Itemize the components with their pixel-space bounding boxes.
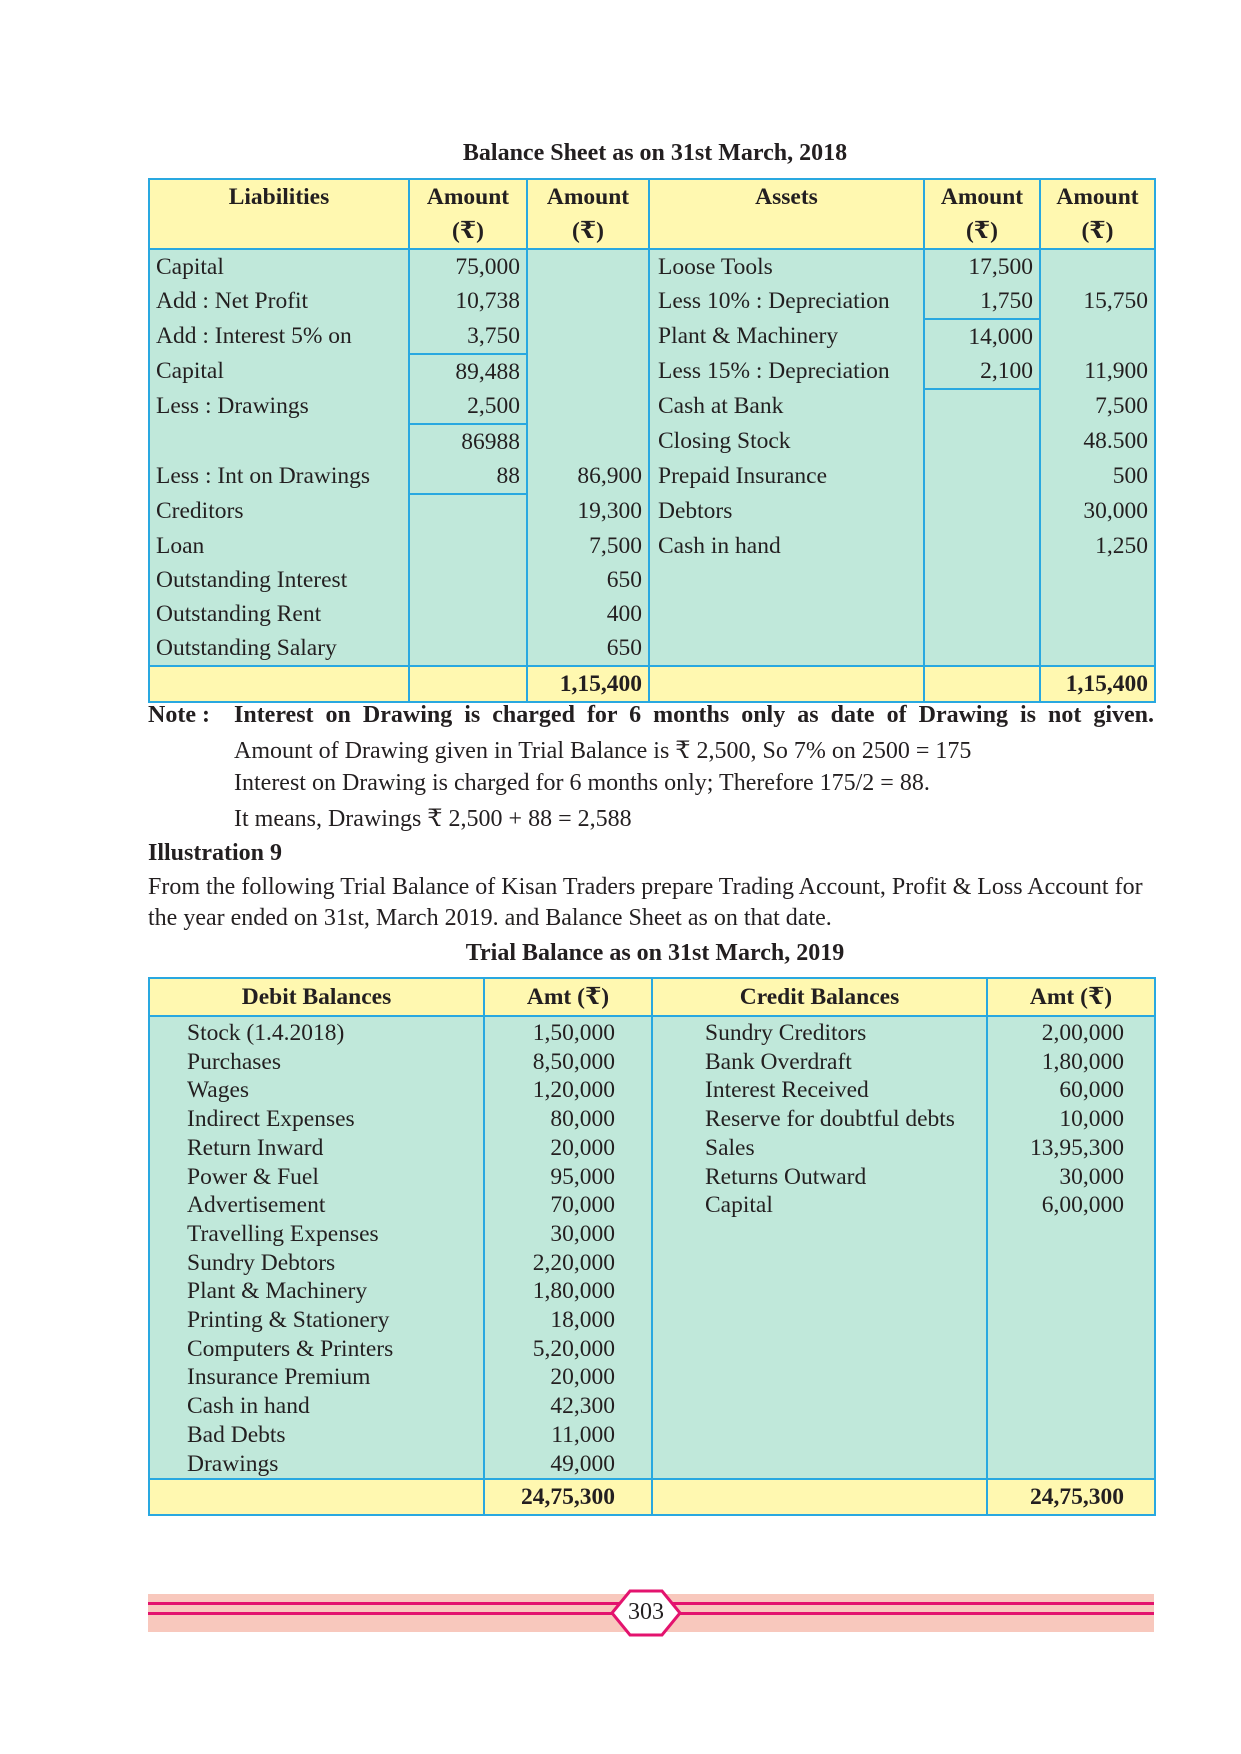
amt-header: Amt (₹) <box>484 978 652 1016</box>
debit-amount: 1,50,000 <box>484 1016 652 1048</box>
debit-label: Drawings <box>149 1450 484 1480</box>
liability-label: Creditors <box>149 494 409 529</box>
table-row <box>149 1016 1155 1048</box>
liability-label: Add : Net Profit <box>149 284 409 319</box>
asset-total-amount: 48.500 <box>1040 424 1155 459</box>
liability-amount: 10,738 <box>409 284 527 319</box>
liability-label: Outstanding Salary <box>149 631 409 666</box>
debit-amount: 80,000 <box>484 1105 652 1134</box>
debit-label: Purchases <box>149 1048 484 1077</box>
liability-amount <box>409 631 527 666</box>
asset-amount <box>924 563 1040 597</box>
asset-amount: 2,100 <box>924 354 1040 389</box>
liability-label: Capital <box>149 354 409 389</box>
asset-amount <box>924 389 1040 424</box>
asset-total-amount: 15,750 <box>1040 284 1155 319</box>
table-row <box>149 1335 1155 1364</box>
table-row <box>149 1048 1155 1077</box>
asset-total-amount <box>1040 319 1155 354</box>
asset-amount <box>924 597 1040 631</box>
credit-amount <box>987 1220 1155 1249</box>
liability-amount <box>409 529 527 563</box>
asset-total-amount: 30,000 <box>1040 494 1155 529</box>
asset-label: Debtors <box>649 494 924 529</box>
liability-total-amount <box>527 354 649 389</box>
table-row <box>149 563 1155 597</box>
table-row <box>149 1277 1155 1306</box>
credit-total: 24,75,300 <box>987 1479 1155 1515</box>
debit-label: Sundry Debtors <box>149 1249 484 1278</box>
credit-label: Interest Received <box>652 1076 987 1105</box>
debit-label: Travelling Expenses <box>149 1220 484 1249</box>
debit-amount: 11,000 <box>484 1421 652 1450</box>
table-row <box>149 1421 1155 1450</box>
asset-label: Closing Stock <box>649 424 924 459</box>
asset-amount: 17,500 <box>924 249 1040 284</box>
page-number: 303 <box>628 1599 664 1625</box>
table-row <box>149 1450 1155 1480</box>
amount-header: Amount (₹) <box>1040 179 1155 249</box>
asset-amount: 1,750 <box>924 284 1040 319</box>
credit-label: Sundry Creditors <box>652 1016 987 1048</box>
liability-amount: 89,488 <box>409 354 527 389</box>
note-line: Interest on Drawing is charged for 6 months only as date of Drawing is not given. <box>234 702 1154 728</box>
credit-amount <box>987 1335 1155 1364</box>
liabilities-total: 1,15,400 <box>527 666 649 702</box>
liability-total-amount: 19,300 <box>527 494 649 529</box>
liability-total-amount: 650 <box>527 631 649 666</box>
balance-sheet-table <box>148 178 1156 703</box>
debit-amount: 2,20,000 <box>484 1249 652 1278</box>
table-row <box>149 319 1155 354</box>
liability-amount <box>409 494 527 529</box>
liability-label: Outstanding Interest <box>149 563 409 597</box>
asset-label: Cash at Bank <box>649 389 924 424</box>
credit-amount: 60,000 <box>987 1076 1155 1105</box>
credit-label: Capital <box>652 1191 987 1220</box>
liability-label <box>149 424 409 459</box>
liability-amount: 3,750 <box>409 319 527 354</box>
table-row <box>149 494 1155 529</box>
credit-header: Credit Balances <box>652 978 987 1016</box>
credit-amount <box>987 1363 1155 1392</box>
note-line: Interest on Drawing is charged for 6 months only; Therefore 175/2 = 88. <box>234 770 930 796</box>
debit-amount: 49,000 <box>484 1450 652 1480</box>
amount-header: Amount (₹) <box>924 179 1040 249</box>
note-label: Note : <box>148 702 210 728</box>
liability-total-amount <box>527 249 649 284</box>
credit-amount: 10,000 <box>987 1105 1155 1134</box>
table-row <box>149 1363 1155 1392</box>
asset-amount <box>924 459 1040 494</box>
assets-header: Assets <box>649 179 924 249</box>
debit-header: Debit Balances <box>149 978 484 1016</box>
credit-amount: 30,000 <box>987 1163 1155 1192</box>
asset-total-amount: 500 <box>1040 459 1155 494</box>
liability-total-amount: 650 <box>527 563 649 597</box>
liability-amount: 2,500 <box>409 389 527 424</box>
debit-amount: 5,20,000 <box>484 1335 652 1364</box>
trial-balance-table <box>148 977 1156 1516</box>
liability-total-amount: 86,900 <box>527 459 649 494</box>
table-row <box>149 1163 1155 1192</box>
asset-total-amount <box>1040 631 1155 666</box>
asset-total-amount: 11,900 <box>1040 354 1155 389</box>
asset-label: Loose Tools <box>649 249 924 284</box>
credit-label <box>652 1421 987 1450</box>
liability-amount: 88 <box>409 459 527 494</box>
credit-label <box>652 1306 987 1335</box>
liability-label: Outstanding Rent <box>149 597 409 631</box>
table-row <box>149 1392 1155 1421</box>
liability-label: Less : Int on Drawings <box>149 459 409 494</box>
credit-amount <box>987 1392 1155 1421</box>
liability-label: Capital <box>149 249 409 284</box>
illustration-heading: Illustration 9 <box>148 840 283 866</box>
credit-label <box>652 1363 987 1392</box>
liability-total-amount <box>527 424 649 459</box>
liability-amount: 86988 <box>409 424 527 459</box>
asset-total-amount <box>1040 563 1155 597</box>
debit-amount: 1,80,000 <box>484 1277 652 1306</box>
debit-label: Stock (1.4.2018) <box>149 1016 484 1048</box>
note-line: Amount of Drawing given in Trial Balance is ₹ 2,500, So 7% on 2500 = 175 <box>234 738 972 764</box>
liability-total-amount <box>527 284 649 319</box>
credit-amount <box>987 1306 1155 1335</box>
credit-label <box>652 1335 987 1364</box>
asset-total-amount: 7,500 <box>1040 389 1155 424</box>
asset-total-amount <box>1040 597 1155 631</box>
table-row <box>149 424 1155 459</box>
table-row <box>149 1306 1155 1335</box>
liability-total-amount: 400 <box>527 597 649 631</box>
table-row <box>149 597 1155 631</box>
asset-total-amount: 1,250 <box>1040 529 1155 563</box>
credit-label: Bank Overdraft <box>652 1048 987 1077</box>
debit-amount: 42,300 <box>484 1392 652 1421</box>
assets-total: 1,15,400 <box>1040 666 1155 702</box>
asset-amount <box>924 424 1040 459</box>
debit-label: Computers & Printers <box>149 1335 484 1364</box>
amount-header: Amount (₹) <box>527 179 649 249</box>
debit-amount: 18,000 <box>484 1306 652 1335</box>
table-row <box>149 284 1155 319</box>
asset-amount: 14,000 <box>924 319 1040 354</box>
asset-amount <box>924 494 1040 529</box>
table-row <box>149 1191 1155 1220</box>
debit-total: 24,75,300 <box>484 1479 652 1515</box>
illustration-text: From the following Trial Balance of Kisan Traders prepare Trading Account, Profit & Loss Account for the year ended on 31st, March 2019. and Balance Sheet as on that date. <box>148 874 1143 931</box>
liability-amount: 75,000 <box>409 249 527 284</box>
debit-label: Cash in hand <box>149 1392 484 1421</box>
debit-amount: 20,000 <box>484 1363 652 1392</box>
credit-label <box>652 1277 987 1306</box>
amount-header: Amount (₹) <box>409 179 527 249</box>
asset-label <box>649 563 924 597</box>
table-row <box>149 529 1155 563</box>
credit-label: Returns Outward <box>652 1163 987 1192</box>
debit-label: Power & Fuel <box>149 1163 484 1192</box>
credit-amount <box>987 1249 1155 1278</box>
liability-label: Less : Drawings <box>149 389 409 424</box>
credit-label <box>652 1450 987 1480</box>
asset-label <box>649 597 924 631</box>
liability-label: Add : Interest 5% on <box>149 319 409 354</box>
liability-total-amount <box>527 319 649 354</box>
debit-amount: 20,000 <box>484 1134 652 1163</box>
debit-label: Printing & Stationery <box>149 1306 484 1335</box>
table-row <box>149 631 1155 666</box>
table-row <box>149 249 1155 284</box>
credit-amount: 13,95,300 <box>987 1134 1155 1163</box>
debit-label: Advertisement <box>149 1191 484 1220</box>
credit-amount <box>987 1450 1155 1480</box>
asset-label: Cash in hand <box>649 529 924 563</box>
amt-header: Amt (₹) <box>987 978 1155 1016</box>
liability-amount <box>409 597 527 631</box>
note-line: It means, Drawings ₹ 2,500 + 88 = 2,588 <box>234 806 632 832</box>
debit-amount: 70,000 <box>484 1191 652 1220</box>
balance-sheet-title: Balance Sheet as on 31st March, 2018 <box>462 140 848 166</box>
liabilities-header: Liabilities <box>149 179 409 249</box>
asset-amount <box>924 631 1040 666</box>
asset-label: Less 10% : Depreciation <box>649 284 924 319</box>
liability-label: Loan <box>149 529 409 563</box>
table-row <box>149 389 1155 424</box>
liability-total-amount <box>527 389 649 424</box>
liability-total-amount: 7,500 <box>527 529 649 563</box>
table-row <box>149 1076 1155 1105</box>
credit-label: Sales <box>652 1134 987 1163</box>
table-row <box>149 1220 1155 1249</box>
debit-amount: 30,000 <box>484 1220 652 1249</box>
table-row <box>149 459 1155 494</box>
debit-label: Insurance Premium <box>149 1363 484 1392</box>
table-row <box>149 1249 1155 1278</box>
credit-amount: 6,00,000 <box>987 1191 1155 1220</box>
asset-label: Less 15% : Depreciation <box>649 354 924 389</box>
asset-label <box>649 631 924 666</box>
liability-amount <box>409 563 527 597</box>
asset-total-amount <box>1040 249 1155 284</box>
table-row <box>149 354 1155 389</box>
credit-label <box>652 1392 987 1421</box>
credit-label <box>652 1249 987 1278</box>
debit-label: Indirect Expenses <box>149 1105 484 1134</box>
debit-label: Bad Debts <box>149 1421 484 1450</box>
debit-label: Wages <box>149 1076 484 1105</box>
asset-label: Prepaid Insurance <box>649 459 924 494</box>
debit-amount: 95,000 <box>484 1163 652 1192</box>
trial-balance-title: Trial Balance as on 31st March, 2019 <box>465 940 845 966</box>
credit-label <box>652 1220 987 1249</box>
asset-label: Plant & Machinery <box>649 319 924 354</box>
debit-amount: 1,20,000 <box>484 1076 652 1105</box>
debit-amount: 8,50,000 <box>484 1048 652 1077</box>
asset-amount <box>924 529 1040 563</box>
credit-amount: 1,80,000 <box>987 1048 1155 1077</box>
table-row <box>149 1105 1155 1134</box>
debit-label: Plant & Machinery <box>149 1277 484 1306</box>
credit-amount: 2,00,000 <box>987 1016 1155 1048</box>
table-row <box>149 1134 1155 1163</box>
credit-amount <box>987 1277 1155 1306</box>
debit-label: Return Inward <box>149 1134 484 1163</box>
credit-label: Reserve for doubtful debts <box>652 1105 987 1134</box>
credit-amount <box>987 1421 1155 1450</box>
